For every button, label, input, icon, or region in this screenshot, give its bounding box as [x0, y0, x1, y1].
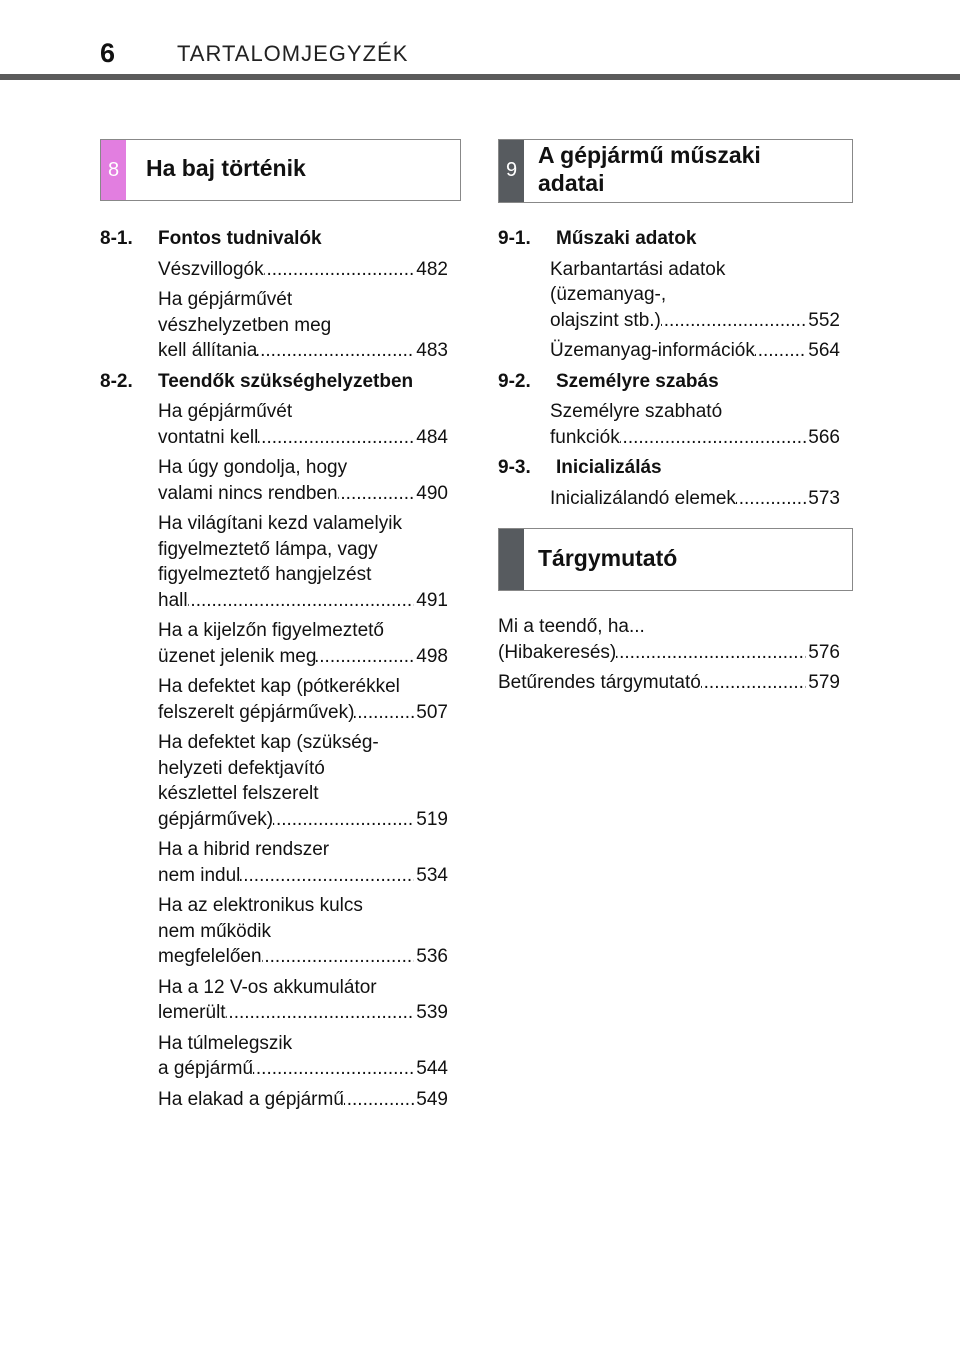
toc-entry[interactable]	[158, 399, 448, 450]
toc-entry-line: (Hibakeresés)	[498, 641, 617, 663]
index-tab	[499, 529, 524, 590]
toc-entry[interactable]	[550, 486, 840, 512]
toc-entry[interactable]	[158, 1031, 448, 1082]
toc-entry[interactable]	[158, 1087, 448, 1113]
section-9-title-line-2: adatai	[538, 170, 605, 196]
toc-entry-last-line	[158, 944, 414, 970]
toc-page-number: 536	[416, 946, 448, 967]
section-9-title-line-1: A gépjármű műszaki	[538, 142, 761, 168]
toc-entry-last-line	[158, 257, 414, 283]
toc-entry-text	[158, 893, 414, 970]
toc-entry-last-line	[158, 644, 414, 670]
toc-page-number: 579	[808, 672, 840, 693]
page-number: 6	[100, 38, 116, 68]
toc-entry-text	[158, 730, 414, 832]
toc-entry-last-line	[158, 807, 414, 833]
toc-entry-line: Mi a teendő, ha...	[498, 616, 645, 637]
index-contents	[498, 614, 840, 701]
toc-entry-line: Vészvillogók	[158, 258, 264, 280]
toc-entry-last-line	[550, 308, 806, 334]
toc-entry[interactable]	[498, 614, 840, 665]
index-title: Tárgymutató	[538, 545, 678, 571]
toc-page-number: 483	[416, 340, 448, 361]
toc-entry-text	[158, 455, 414, 506]
toc-page-number: 576	[808, 641, 840, 663]
toc-entry-text	[158, 1031, 414, 1082]
toc-entry-last-line	[550, 486, 806, 512]
toc-entry-line: hall	[158, 589, 188, 611]
dot-leader	[755, 338, 806, 364]
toc-entry[interactable]	[158, 511, 448, 613]
toc-page-number: 490	[416, 482, 448, 504]
subsection-number: 9-2.	[498, 370, 531, 392]
subsection-title: Inicializálás	[556, 457, 662, 478]
subsection-heading	[498, 369, 840, 395]
subsection-heading	[100, 226, 448, 252]
toc-entry-line: Ha túlmelegszik	[158, 1032, 293, 1054]
toc-entry-line: gépjárművek)	[158, 808, 274, 830]
toc-page-number: 544	[416, 1058, 448, 1079]
toc-page-number: 552	[808, 309, 840, 331]
toc-page-number: 507	[416, 701, 448, 723]
toc-entry-line: vészhelyzetben meg	[158, 314, 332, 336]
toc-page-number: 484	[416, 426, 448, 448]
toc-entry-text	[158, 257, 414, 283]
toc-entry-last-line	[498, 640, 806, 666]
toc-entry-text	[498, 670, 806, 696]
subsection-title: Műszaki adatok	[556, 228, 697, 249]
toc-entry-line: Ha világítani kezd valamelyik	[158, 513, 402, 534]
toc-entry-line: helyzeti defektjavító	[158, 757, 325, 779]
section-9-contents	[498, 226, 840, 516]
toc-entry-line: felszerelt gépjárművek)	[158, 701, 355, 723]
toc-entry-line: üzenet jelenik meg	[158, 645, 317, 667]
toc-entry-text	[158, 511, 414, 613]
toc-entry-last-line	[158, 481, 414, 507]
toc-entry[interactable]	[158, 893, 448, 970]
toc-entry[interactable]	[550, 257, 840, 334]
toc-entry-last-line	[158, 1056, 414, 1082]
toc-entry-line: kell állítania	[158, 340, 258, 361]
toc-entry-line: készlettel felszerelt	[158, 783, 319, 804]
dot-leader	[188, 588, 415, 614]
toc-page-number: 482	[416, 258, 448, 280]
subsection-heading	[498, 226, 840, 252]
dot-leader	[257, 338, 414, 364]
toc-entry-line: Karbantartási adatok	[550, 258, 726, 280]
toc-entry-last-line	[158, 338, 414, 364]
toc-entry-line: nem működik	[158, 920, 271, 942]
toc-entry-text	[158, 837, 414, 888]
toc-page-number: 539	[416, 1002, 448, 1023]
toc-entry-line: nem indul	[158, 864, 241, 886]
section-9-title	[538, 141, 761, 197]
toc-entry-line: valami nincs rendben	[158, 482, 338, 504]
toc-entry-last-line	[158, 1087, 414, 1113]
section-8-contents	[100, 226, 448, 1117]
dot-leader	[262, 944, 415, 970]
toc-entry-line: Ha defektet kap (pótkerékkel	[158, 676, 400, 697]
toc-entry-last-line	[158, 588, 414, 614]
dot-leader	[354, 700, 414, 726]
subsection-title: Fontos tudnivalók	[158, 228, 322, 249]
toc-entry-line: lemerült	[158, 1002, 226, 1023]
toc-entry-text	[158, 674, 414, 725]
dot-leader	[264, 257, 415, 283]
toc-entry[interactable]	[158, 618, 448, 669]
section-8-title: Ha baj történik	[146, 155, 306, 181]
toc-entry-text	[158, 1087, 414, 1113]
toc-entry-line: olajszint stb.)	[550, 309, 661, 331]
dot-leader	[620, 425, 807, 451]
toc-entry-line: funkciók	[550, 426, 620, 448]
toc-entry[interactable]	[158, 257, 448, 283]
subsection-title: Személyre szabás	[556, 370, 719, 392]
toc-entry-text	[158, 287, 414, 364]
dot-leader	[273, 807, 414, 833]
toc-entry-line: Ha elakad a gépjármű	[158, 1088, 344, 1110]
toc-entry-last-line	[158, 700, 414, 726]
dot-leader	[240, 863, 414, 889]
dot-leader	[338, 481, 415, 507]
toc-page-number: 564	[808, 340, 840, 361]
toc-entry-line: Ha gépjárművét	[158, 401, 293, 422]
dot-leader	[736, 486, 806, 512]
toc-entry-line: Ha az elektronikus kulcs	[158, 895, 363, 916]
toc-entry-line: Ha a 12 V-os akkumulátor	[158, 976, 377, 998]
toc-page-number: 491	[416, 589, 448, 611]
toc-entry-text	[550, 399, 806, 450]
toc-entry-line: Ha úgy gondolja, hogy	[158, 457, 348, 478]
toc-page-number: 549	[416, 1088, 448, 1110]
toc-entry[interactable]	[158, 837, 448, 888]
toc-entry-last-line	[158, 1000, 414, 1026]
toc-entry-last-line	[498, 670, 806, 696]
subsection-number: 9-1.	[498, 228, 531, 249]
dot-leader	[701, 670, 807, 696]
page-title: TARTALOMJEGYZÉK	[177, 41, 409, 66]
section-9-tab: 9	[499, 140, 524, 202]
toc-entry-last-line	[158, 863, 414, 889]
toc-entry-last-line	[158, 425, 414, 451]
toc-entry-line: Betűrendes tárgymutató	[498, 672, 701, 693]
toc-entry[interactable]	[158, 287, 448, 364]
toc-entry-text	[158, 975, 414, 1026]
toc-entry-text	[158, 618, 414, 669]
dot-leader	[616, 640, 806, 666]
toc-entry-line: figyelmeztető lámpa, vagy	[158, 538, 378, 560]
toc-entry[interactable]	[550, 338, 840, 364]
toc-entry[interactable]	[550, 399, 840, 450]
toc-entry-text	[498, 614, 806, 665]
toc-entry-last-line	[550, 425, 806, 451]
toc-entry-line: Ha defektet kap (szükség-	[158, 732, 379, 753]
toc-entry-text	[550, 338, 806, 364]
toc-entry-last-line	[550, 338, 806, 364]
dot-leader	[253, 1056, 414, 1082]
subsection-number: 8-2.	[100, 370, 133, 392]
header-rule	[0, 74, 960, 80]
section-8-header	[100, 139, 461, 201]
toc-entry-line: vontatni kell	[158, 426, 259, 448]
dot-leader	[344, 1087, 414, 1113]
toc-entry-line: (üzemanyag-,	[550, 284, 667, 305]
dot-leader	[258, 425, 414, 451]
page-header	[0, 0, 960, 80]
subsection-number: 8-1.	[100, 228, 133, 249]
section-9-header	[498, 139, 853, 203]
toc-entry[interactable]	[158, 730, 448, 832]
toc-entry-text	[550, 486, 806, 512]
toc-entry-text	[158, 399, 414, 450]
toc-entry-line: Inicializálandó elemek	[550, 487, 736, 509]
dot-leader	[226, 1000, 415, 1026]
toc-entry[interactable]	[158, 674, 448, 725]
toc-page-number: 566	[808, 426, 840, 448]
toc-entry-line: figyelmeztető hangjelzést	[158, 564, 372, 585]
subsection-number: 9-3.	[498, 457, 531, 478]
section-8-tab: 8	[101, 140, 126, 200]
dot-leader	[316, 644, 414, 670]
dot-leader	[661, 308, 806, 334]
index-header	[498, 528, 853, 591]
toc-entry[interactable]	[158, 455, 448, 506]
toc-page-number: 498	[416, 645, 448, 667]
subsection-heading	[498, 455, 840, 481]
toc-entry-line: Ha a hibrid rendszer	[158, 839, 330, 860]
toc-entry[interactable]	[158, 975, 448, 1026]
toc-entry-text	[550, 257, 806, 334]
toc-entry-line: megfelelően	[158, 946, 262, 967]
toc-entry-line: a gépjármű	[158, 1058, 254, 1079]
toc-entry-line: Üzemanyag-információk	[550, 340, 755, 361]
toc-entry-line: Ha gépjárművét	[158, 289, 293, 310]
toc-page-number: 534	[416, 864, 448, 886]
subsection-title: Teendők szükséghelyzetben	[158, 370, 414, 392]
subsection-heading	[100, 369, 448, 395]
toc-entry-line: Ha a kijelzőn figyelmeztető	[158, 620, 384, 641]
toc-page-number: 573	[808, 487, 840, 509]
toc-entry[interactable]	[498, 670, 840, 696]
toc-entry-line: Személyre szabható	[550, 401, 723, 422]
toc-page-number: 519	[416, 808, 448, 830]
